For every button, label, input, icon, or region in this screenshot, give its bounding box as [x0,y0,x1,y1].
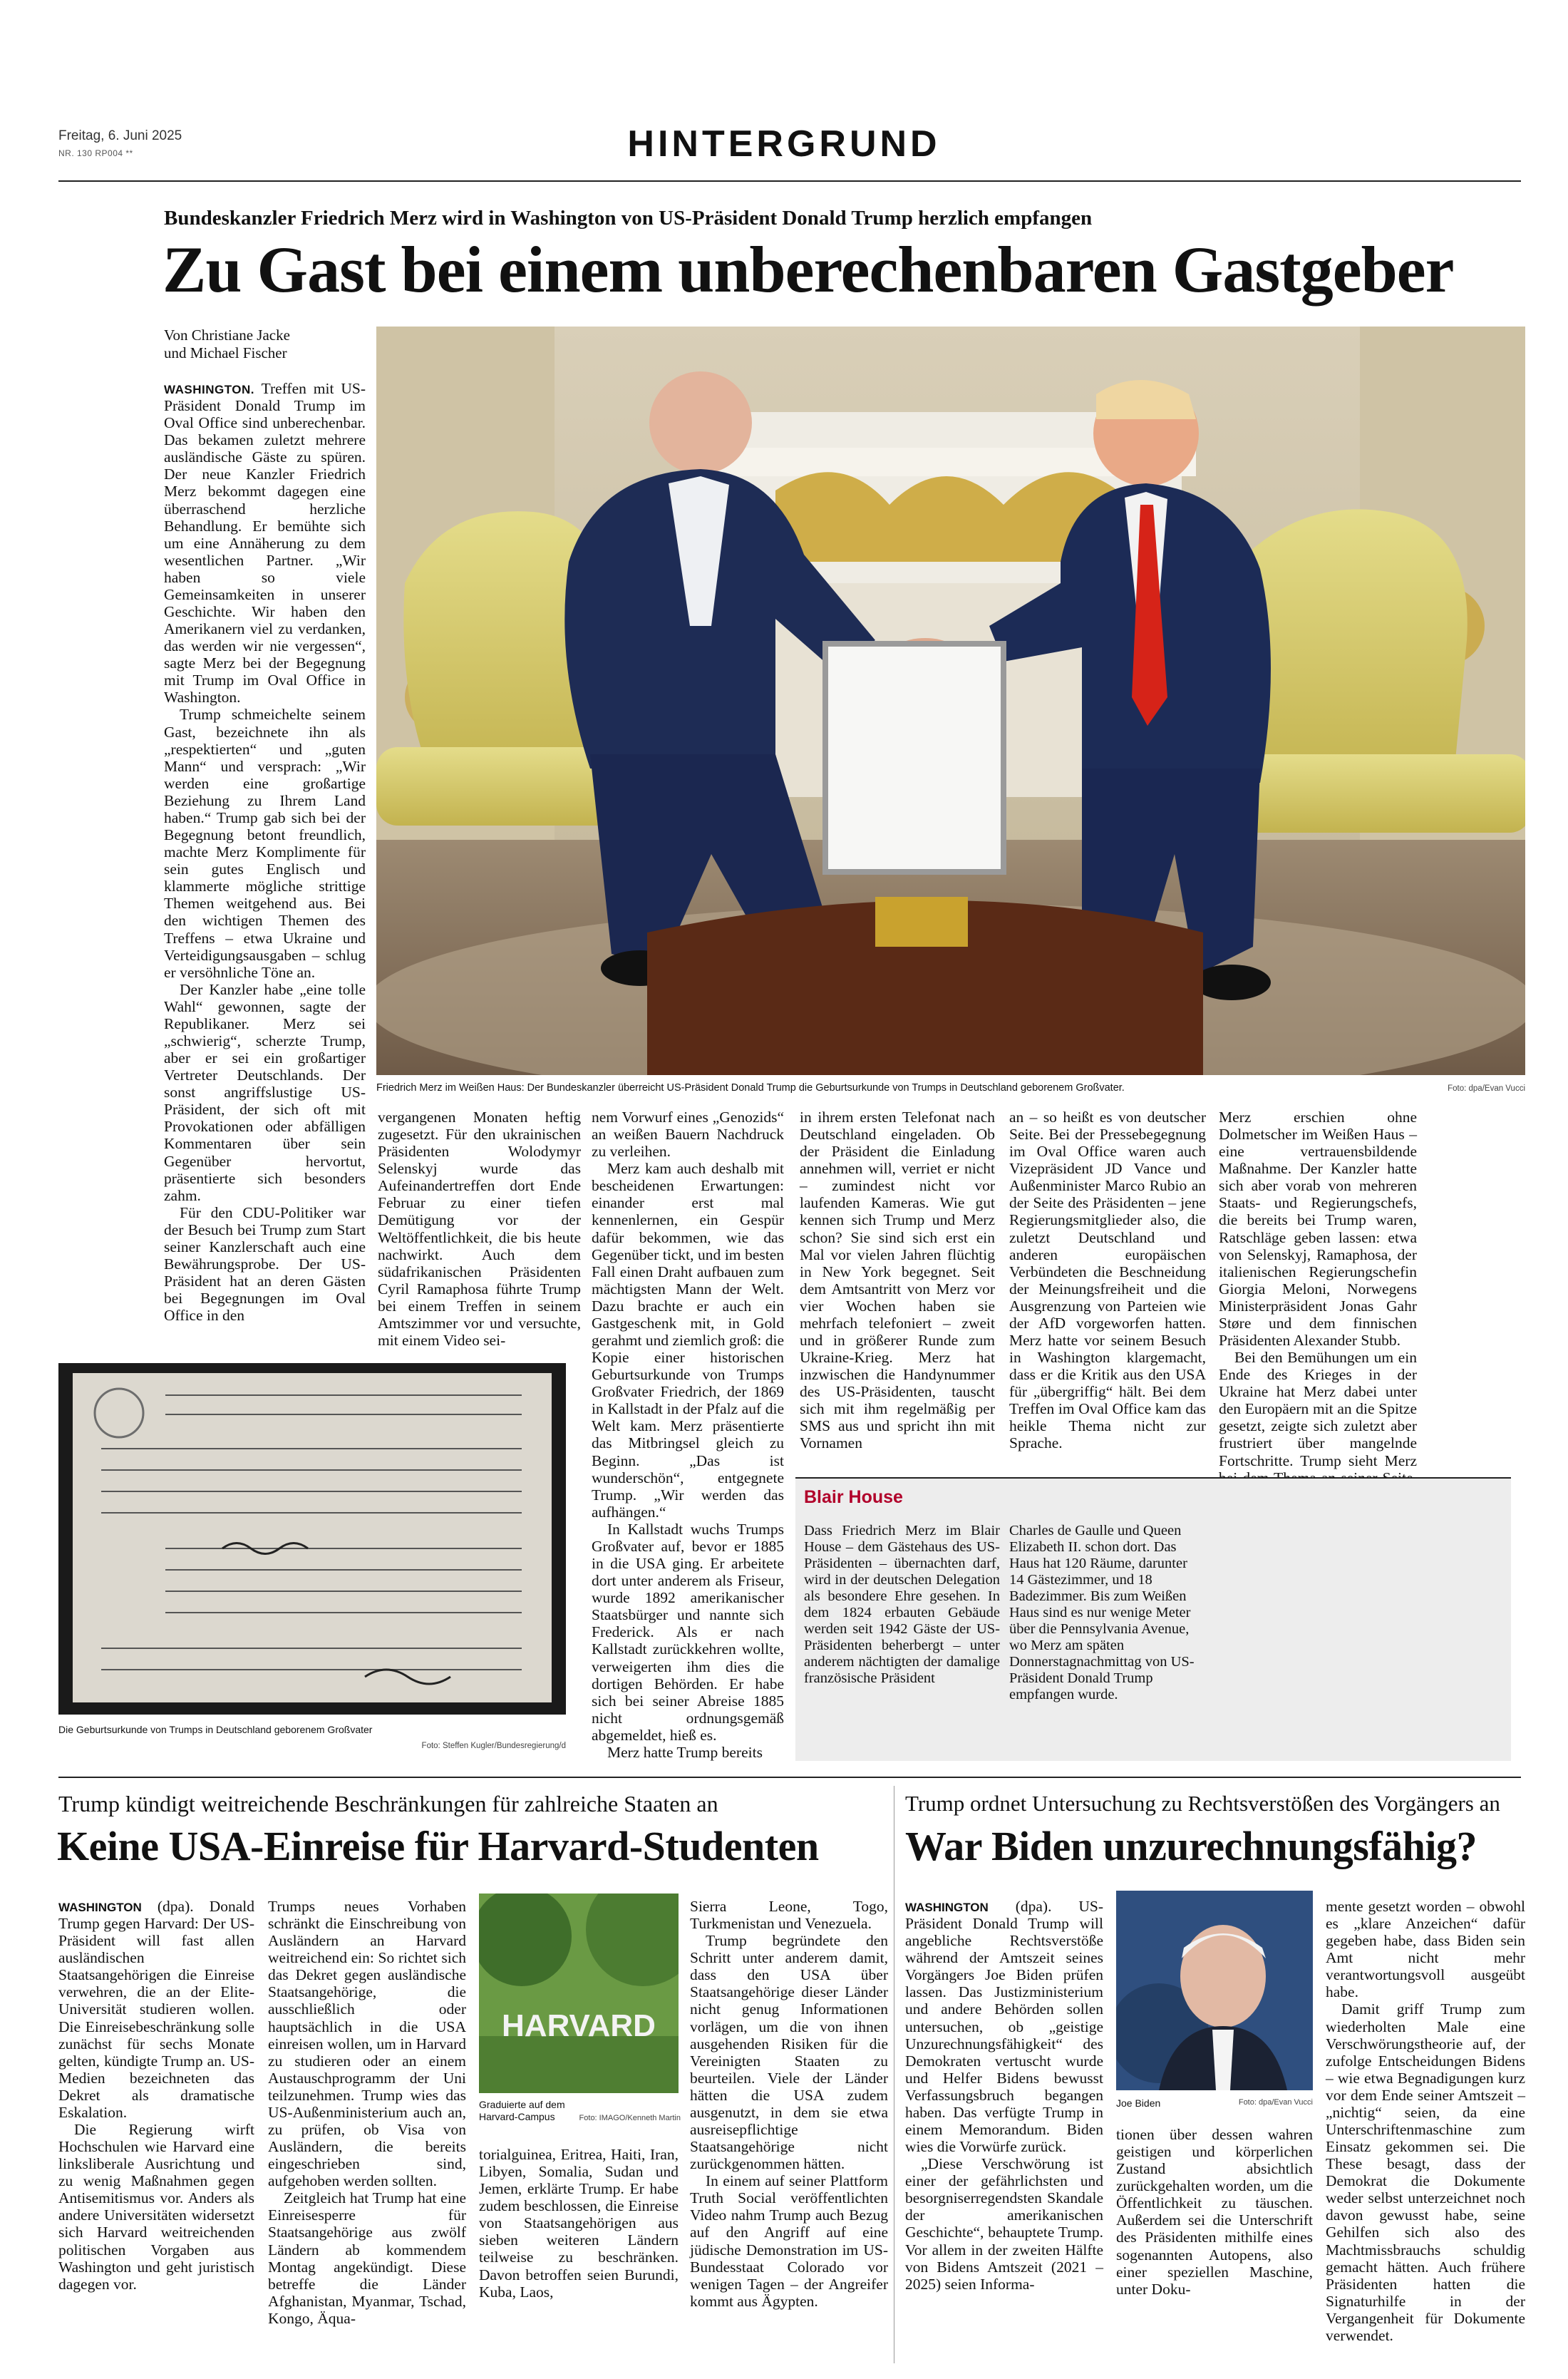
main-photo-caption: Friedrich Merz im Weißen Haus: Der Bundeskanzler überreicht US-Präsident Donald Trump die Geburtsurkunde von Trumps in Deutschland geborenem Großvater. [376,1082,1125,1094]
article2-column-4 [690,1898,888,2310]
article3-column-2 [1116,2126,1313,2298]
article2-headline: Keine USA-Einreise für Harvard-Studenten [57,1823,819,1869]
article3-column-1 [905,1898,1103,2293]
paragraph: Merz erschien ohne Dolmetscher im Weißen Haus – eine vertrauensbildende Maßnahme. Der Kanzler hatte sich aber vorab von mehreren Staats- und Regierungschefs, die bereits bei Trump waren, Ratschläge geben lassen: etwa von Selenskyj, Ramaphosa, der italienischen Regierungschefin Giorgia Meloni, Norwegens Ministerpräsident Jonas Gahr Støre und dem finnischen Präsidenten Alexander Stubb. [1219,1109,1417,1350]
paragraph: mente gesetzt worden – obwohl es „klare Anzeichen“ dafür gegeben habe, dass Biden sein Amt nicht mehr verantwortungsvoll ausgeübt habe. [1326,1898,1525,2001]
paragraph [58,1898,254,2121]
paragraph [164,380,366,706]
infobox-title: Blair House [804,1487,903,1507]
paragraph: Merz kam auch deshalb mit bescheidenen Erwartungen: einander erst mal kennenlernen, ein Gespür dafür bekommen, wie das Gegenüber tickt, und im besten Fall einen Draht aufbauen zum mächtigsten Mann der Welt. Dazu brachte er auch ein Gastgeschenk mit, in Gold gerahmt und ziemlich groß: die Kopie einer historischen Geburtsurkunde von Trumps Großvater Friedrich, der 1869 in Kallstadt in der Pfalz auf die Welt kam. Merz präsentierte das Mitbringsel gleich zu Beginn. „Das ist wunderschön“, entgegnete Trump. „Wir werden das aufhängen.“ [592,1160,784,1521]
paragraph-text: (dpa). Donald Trump gegen Harvard: Der US-Präsident will fast allen ausländischen Staatsangehörigen die Einreise verwehren, die an der Elite-Universität studieren wollen. Die Einreisebeschränkung solle zunächst für sechs Monate gelten, kündigte Trump an. US-Medien bezeichneten das Dekret als dramatische Eskalation. [58,1898,254,2121]
paragraph: Trump schmeichelte seinem Gast, bezeichnete ihn als „respektierten“ und „guten Mann“ und versprach: „Wir werden eine großartige Beziehung zu Ihrem Land haben.“ Trump gab sich bei der Begegnung betont freundlich, machte Merz Komplimente für sein gutes Englisch und klammerte mögliche strittige Themen weitgehend aus. Bei den wichtigen Themen des Treffens – etwa Ukraine und Verteidigungsausgaben – schlug er versöhnliche Töne an. [164,706,366,981]
article3-headline: War Biden unzurechnungsfähig? [905,1823,1477,1869]
paragraph: Für den CDU-Politiker war der Besuch bei Trump zum Start seiner Kanzlerschaft auch eine Bewährungsprobe. Der US-Präsident hat an deren Gästen bei Begegnungen im Oval Office in den [164,1203,366,1325]
infobox-column-1 [804,1523,1000,1687]
infobox-rule [795,1477,1511,1479]
paragraph: Dass Friedrich Merz im Blair House – dem Gästehaus des US-Präsidenten – übernachten darf, wird in der deutschen Delegation als besondere Ehre gesehen. In dem 1824 erbauten Gebäude werden seit 1942 Gäste der US-Präsidenten beherbergt – unter anderem nächtigten der damalige französische Präsident [804,1523,1000,1686]
paragraph: torialguinea, Eritrea, Haiti, Iran, Libyen, Somalia, Sudan und Jemen, erklärte Trump. Er habe zudem beschlossen, die Einreise von Staatsangehörigen aus sieben weiteren Ländern teilweise zu beschränken. Davon betroffen seien Burundi, Kuba, Laos, [479,2146,679,2301]
article3-kicker: Trump ordnet Untersuchung zu Rechtsverstößen des Vorgängers an [905,1791,1500,1816]
paragraph: in ihrem ersten Telefonat nach Deutschland eingeladen. Ob der Präsident die Einladung annehmen will, verriet er nicht – zumindest nicht vor laufenden Kameras. Wie gut kennen sich Trump und Merz schon? Sie sind sich erst ein Mal vor vielen Jahren flüchtig in New York begegnet. Seit dem Amtsantritt von Merz vor vier Wochen haben sie mehrfach telefoniert – zweit und in größerer Runde zum Ukraine-Krieg. Merz hat inzwischen die Handynummer des US-Präsidenten, tauscht sich mit ihm regelmäßig per SMS aus und spricht ihn mit Vornamen [800,1109,995,1452]
biden-photo-credit: Foto: dpa/Evan Vucci [1238,2098,1313,2107]
article2-column-3 [479,2146,679,2301]
harvard-sign-text: HARVARD [502,2008,656,2043]
certificate-caption: Die Geburtsurkunde von Trumps in Deutschland geborenem Großvater [58,1724,373,1735]
section-title: HINTERGRUND [627,123,941,165]
paragraph: Der Kanzler habe „eine tolle Wahl“ gewonnen, sagte der Republikaner. Merz sei „schwierig“, scherzte Trump, aber er sei ein großartiger Vertreter Deutschlands. Der sonst angriffslustige US-Präsident, der sich oft mit Provokationen oder abfälligen Kommentaren über sein Gegenüber hervortut, präsentierte sich besonders zahm. [164,980,366,1204]
certificate-photo [58,1363,566,1715]
main-column-1 [164,380,366,1324]
paragraph-text: Treffen mit US-Präsident Donald Trump im Oval Office sind unberechenbar. Das bekamen zuletzt mehrere ausländische Gäste zu spüren. Der neue Kanzler Friedrich Merz bekommt dagegen eine überraschend herzliche Behandlung. Er bemühte sich um eine Annäherung zu dem wesentlichen Partner. „Wir haben so viele Gemeinsamkeiten in unserer Geschichte. Wir haben den Amerikanern viel zu verdanken, das werden wir nie vergessen“, sagte Merz bei der Begegnung mit Trump im Oval Office in Washington. [164,380,366,706]
edition-code: NR. 130 RP004 ** [58,148,133,158]
article3-column-3 [1326,1898,1525,2344]
main-headline: Zu Gast bei einem unberechenbaren Gastgeber [163,233,1454,306]
harvard-photo-credit: Foto: IMAGO/Kenneth Martin [579,2114,681,2122]
bottom-section-rule [58,1777,1521,1778]
article2-column-1 [58,1898,254,2293]
paragraph: Trumps neues Vorhaben schränkt die Einschreibung von Ausländern an Harvard weitreichend ein: So richtet sich das Dekret gegen ausländische Staatsangehörige, die ausschließlich oder hauptsächlich in die USA einreisen wollen, um in Harvard zu studieren oder an einem Austauschprogramm der Uni teilzunehmen. Trump wies das US-Außenministerium auch an, zu prüfen, ob Visa von Ausländern, die bereits eingeschrieben sind, aufgehoben werden sollten. [268,1898,466,2190]
article2-kicker: Trump kündigt weitreichende Beschränkungen für zahlreiche Staaten an [58,1791,718,1817]
biden-photo [1116,1891,1313,2090]
byline [164,327,367,362]
main-column-4 [800,1109,995,1452]
paragraph: Charles de Gaulle und Queen Elizabeth II. schon dort. Das Haus hat 120 Räume, darunter 14 Gästezimmer, und 18 Badezimmer. Bis zum Weißen Haus sind es nur wenige Meter über die Pennsylvania Avenue, wo Merz am späten Donnerstagnachmittag von US-Präsident Donald Trump empfangen wurde. [1009,1523,1195,1702]
paragraph: Zeitgleich hat Trump hat eine Einreisesperre für Staatsangehörige aus zwölf Ländern ab kommendem Montag angekündigt. Diese betreffe die Länder Afghanistan, Myanmar, Tschad, Kongo, Äqua- [268,2189,466,2327]
paragraph: Sierra Leone, Togo, Turkmenistan und Venezuela. [690,1898,888,1933]
byline-line-1: Von Christiane Jacke [164,327,290,344]
main-column-3 [592,1109,784,1761]
dateline: WASHINGTON. [164,383,255,396]
paragraph: Damit griff Trump zum wiederholten Male eine Verschwörungstheorie auf, der zufolge Entscheidungen Bidens – wie etwa Begnadigungen kurz vor dem Ende seiner Amtszeit – „nichtig“ seien, da eine Unterschriftenmaschine zum Einsatz gekommen sei. Die These besagt, dass der Demokrat die Dokumente weder selbst unterzeichnet noch davon gewusst habe, seine Gehilfen sich also des Machtmissbrauchs schuldig gemacht hätten. Auch frühere Präsidenten hatten die Signaturhilfe in der Vergangenheit für Dokumente verwendet. [1326,2000,1525,2344]
dateline: WASHINGTON [58,1901,142,1914]
byline-line-2: und Michael Fischer [164,344,287,362]
harvard-illustration [479,1894,679,2093]
paragraph: vergangenen Monaten heftig zugesetzt. Für den ukrainischen Präsidenten Wolodymyr Selenskyj wurde das Aufeinandertreffen dort Ende Februar zu einer tiefen Demütigung vor der Weltöffentlichkeit, die bis heute nachwirkt. Auch dem südafrikanischen Präsidenten Cyril Ramaphosa führte Trump bei einem Treffen in seinem Amtszimmer vor und versuchte, mit einem Video sei- [378,1109,581,1350]
certificate-credit: Foto: Steffen Kugler/Bundesregierung/d [421,1742,566,1750]
harvard-photo [479,1894,679,2093]
paragraph: Merz hatte Trump bereits [607,1743,763,1761]
paragraph: In einem auf seiner Plattform Truth Social veröffentlichten Video nahm Trump auch Bezug auf den Angriff auf eine jüdische Demonstration im US-Bundesstaat Colorado vor wenigen Tagen – der Angreifer kommt aus Ägypten. [690,2172,888,2310]
header-rule [58,180,1521,182]
harvard-photo-caption: Graduierte auf dem Harvard-Campus [479,2099,565,2122]
main-kicker: Bundeskanzler Friedrich Merz wird in Washington von US-Präsident Donald Trump herzlich empfangen [164,207,1093,230]
paragraph: Bei den Bemühungen um ein Ende des Krieges in der Ukraine hat Merz dabei unter den Europäern mit an die Spitze gesetzt, zeigte sich zuletzt aber frustriert über mangelnde Fortschritte. Trump sieht Merz [1219,1349,1417,1469]
issue-date: Freitag, 6. Juni 2025 [58,128,182,143]
paragraph [905,1898,1103,2155]
biden-illustration [1116,1891,1313,2090]
article2-column-2 [268,1898,466,2327]
main-column-2 [378,1109,581,1349]
paragraph: Trump begründete den Schritt unter anderem damit, dass den USA über Staatsangehörige dieser Länder nicht genug Informationen vorlägen, um die von ihnen ausgehenden Risiken für die Vereinigten Staaten zu beurteilen. Viele der Länder hätten die USA zudem ausgenutzt, in dem sie etwa ausreisepflichtige Staatsangehörige nicht zurückgenommen hätten. [690,1932,888,2173]
dateline: WASHINGTON [905,1901,989,1914]
handshake-illustration [376,327,1525,1075]
paragraph: Die Regierung wirft Hochschulen wie Harvard eine linksliberale Ausrichtung und zu wenig Maßnahmen gegen Antisemitismus vor. Anders als andere Universitäten widersetzt sich Harvard weitreichenden politischen Vorgaben aus Washington und geht juristisch dagegen vor. [58,2121,254,2293]
paragraph-text: (dpa). US-Präsident Donald Trump will angebliche Rechtsverstöße während der Amtszeit seines Vorgängers Joe Biden prüfen lassen. Das Justizministerium und andere Behörden sollen untersuchen, ob „geistige Unzurechnungsfähigkeit“ des Demokraten vertuscht wurde und Helfer Bidens bewusst Verfassungsbruch begangen haben. Das verfügte Trump in einem Memorandum. Biden wies die Vorwürfe zurück. [905,1898,1103,2156]
paragraph: nem Vorwurf eines „Genozids“ an weißen Bauern Nachdruck zu verleihen. [592,1109,784,1161]
paragraph: an – so heißt es von deutscher Seite. Bei der Pressebegegnung im Oval Office waren auch Vizepräsident JD Vance und Außenminister Marco Rubio an der Seite des Präsidenten – jene Regierungsmitglieder also, die zuletzt Deutschland und anderen europäischen Verbündeten die Beschneidung der Meinungsfreiheit und die Ausgrenzung von Parteien wie der AfD vorgeworfen hatten. Merz hatte vor seinem Besuch in Washington klargemacht, dass er die Kritik aus den USA für „übergriffig“ hält. Bei dem Treffen im Oval Office kam das heikle Thema nicht zur Sprache. [1009,1109,1206,1452]
paragraph: „Diese Verschwörung ist einer der gefährlichsten und besorgniserregendsten Skandale der amerikanischen Geschichte“, behauptete Trump. Vor allem in der zweiten Hälfte von Bidens Amtszeit (2021 – 2025) seien Informa- [905,2155,1103,2293]
main-column-5 [1009,1109,1206,1452]
paragraph: tionen über dessen wahren geistigen und körperlichen Zustand absichtlich zurückgehalten worden, um die Öffentlichkeit zu täuschen. Außerdem sei die Unterschrift des Präsidenten mithilfe eines sogenannten Autopens, also einer speziellen Maschine, unter Doku- [1116,2126,1313,2298]
paragraph: In Kallstadt wuchs Trumps Großvater auf, bevor er 1885 in die USA ging. Er arbeitete dort unter anderem als Friseur, wurde 1892 amerikanischer Staatsbürger und nannte sich Frederick. Als er nach Kallstadt zurückkehren wollte, verweigerten ihm dies die dortigen Behörden. Er habe sich bei seiner Abreise 1885 nicht ordnungsgemäß abgemeldet, hieß es. [592,1520,784,1744]
infobox-column-2 [1009,1523,1202,1702]
main-photo-credit: Foto: dpa/Evan Vucci [1448,1084,1525,1093]
main-photo [376,327,1525,1075]
certificate-illustration [58,1363,566,1715]
biden-photo-caption: Joe Biden [1116,2097,1161,2109]
